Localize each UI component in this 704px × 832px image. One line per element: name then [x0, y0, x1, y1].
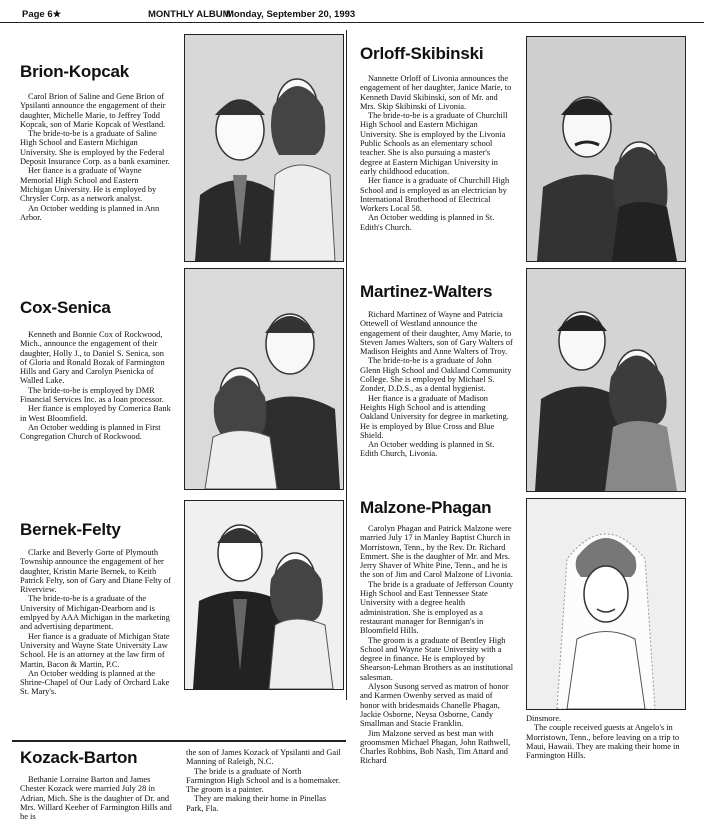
- paragraph: The bride-to-be is a graduate of the University of Michigan-Dearborn and is emlpyed by AAA Michigan in the marketing and advertising department.: [20, 594, 170, 632]
- couple-photo-illustration: [527, 269, 685, 491]
- paragraph: Carol Brion of Saline and Gene Brion of Ypsilanti announce the engagement of their daughter, Michelle Marie, to Jeffrey Todd Kopcak, son of Marie Kopcak of Westland.: [20, 92, 166, 129]
- headline-brion-kopcak: Brion-Kopcak: [20, 62, 130, 81]
- couple-photo-illustration: [185, 269, 343, 489]
- paragraph: The bride is a graduate of Jefferson County High School and East Tennessee State University with a degree health administration. She is employed as a restaurant manager for Bennigan's in Bloomfield Hills.: [360, 579, 514, 636]
- paragraph: The bride-to-be is a graduate of Churchill High School and Eastern Michigan University. She is employed by the Livonia Public Schools as an elementary school teacher. She is also pursuing a master's degree at Eastern Michigan University in early childhood education.: [360, 111, 508, 176]
- article-bernek-felty: [20, 548, 172, 697]
- section-rule: [12, 740, 346, 742]
- couple-photo-illustration: [185, 501, 343, 689]
- paragraph: the son of James Kozack of Ypsilanti and Gail Manning of Raleigh, N.C.: [186, 748, 341, 767]
- paragraph: An October wedding is planned in St. Edith Church, Livonia.: [360, 440, 495, 459]
- bride-photo: [526, 498, 686, 710]
- paragraph: Her fiance is a graduate of Churchill High School and is employed as an electrician by International Brotherhood of Electrical Workers Local 58.: [360, 176, 510, 214]
- couple-photo-illustration: [185, 35, 343, 261]
- bride-photo-illustration: [527, 499, 685, 709]
- paragraph: Her fiance is a graduate of Michigan State University and Wayne State University Law School. He is an attorney at the law firm of Martin, Bacon & Martin, P.C.: [20, 631, 170, 669]
- headline-martinez-walters: Martinez-Walters: [360, 282, 493, 301]
- paragraph: The bride-to-be is a graduate of John Glenn High School and Oakland Community College. She is employed by Michael S. Zonder, D.D.S., as a dental hygienist.: [360, 356, 512, 394]
- couple-photo: [184, 34, 344, 262]
- article-kozack-barton-col2: [186, 748, 342, 813]
- column-rule: [346, 30, 347, 700]
- couple-photo: [184, 268, 344, 490]
- article-malzone-phagan: [360, 524, 514, 766]
- paragraph: The couple received guests at Angelo's in Morristown, Tenn., before leaving on a trip to Maui, Hawaii. They are making their home in Farmington Hills.: [526, 723, 680, 761]
- paragraph: Her fiance is a graduate of Wayne Memorial High School and Eastern Michigan University. He is employed by Chrysler Corp. as a network analyst.: [20, 166, 157, 204]
- article-cox-senica: [20, 330, 172, 442]
- couple-photo-illustration: [527, 37, 685, 261]
- headline-orloff-skibinski: Orloff-Skibinski: [360, 44, 484, 63]
- article-kozack-barton: [20, 775, 172, 821]
- paragraph: The bride is a graduate of North Farmington High School and is a homemaker. The groom is a painter.: [186, 766, 341, 795]
- paragraph: They are making their home in Pinellas Park, Fla.: [186, 794, 327, 813]
- headline-malzone-phagan: Malzone-Phagan: [360, 498, 492, 517]
- paragraph: The bride-to-be is employed by DMR Financial Services Inc. as a loan processor.: [20, 385, 164, 405]
- paragraph: Nannette Orloff of Livonia announces the engagement of her daughter, Janice Marie, to Kenneth David Skibinski, son of Mr. and Mrs. Skip Skibinski of Livonia.: [360, 74, 512, 111]
- couple-photo: [184, 500, 344, 690]
- paragraph: Her fiance is a graduate of Madison Heights High School and is attending Oakland University for degree in marketing. He is employed by Blue Cross and Blue Shield.: [360, 393, 509, 440]
- paragraph: Richard Martinez of Wayne and Patricia Ottewell of Westland announce the engagement of their daughter, Amy Marie, to Steven James Walters, son of Gary Walters of Madison Heights and Anne Walters of Troy.: [360, 310, 513, 357]
- article-brion-kopcak: [20, 92, 172, 222]
- paragraph: Carolyn Phagan and Patrick Malzone were married July 17 in Manley Baptist Church in Morristown, Tenn., by the Rev. Dr. Richard Emmert. She is the daughter of Mr. and Mrs. Jerry Shaver of White Pine, Tenn., and he is the son of Jim and Carol Malzone of Livonia.: [360, 524, 513, 580]
- couple-photo: [526, 36, 686, 262]
- paragraph: Clarke and Beverly Gorte of Plymouth Township announce the engagement of her daughter, Kristin Marie Bernek, to Keith Patrick Felty, son of Gary and Diane Felty of Riverview.: [20, 548, 171, 595]
- article-martinez-walters: [360, 310, 514, 459]
- issue-date: Monday, September 20, 1993: [226, 9, 356, 20]
- paragraph: An October wedding is planned in First Congregation Church of Rockwood.: [20, 422, 161, 442]
- paragraph: Jim Malzone served as best man with groomsmen Michael Phagan, John Rathwell, Charles Robbins, Bob Nash, Tim Attard and Richard: [360, 728, 511, 766]
- masthead: [0, 8, 704, 23]
- paragraph: The bride-to-be is a graduate of Saline High School and Eastern Michigan University. She is employed by the Federal Deposit Insurance Corp. as a bank examiner.: [20, 129, 170, 167]
- headline-kozack-barton: Kozack-Barton: [20, 748, 138, 767]
- article-orloff-skibinski: [360, 74, 514, 232]
- paragraph: The groom is a graduate of Bentley High School and Wayne State University with a degree in finance. He is employed by Shearson-Lehman Brothers as an institutional salesman.: [360, 635, 514, 682]
- couple-photo: [526, 268, 686, 492]
- paragraph: Her fiance is employed by Comerica Bank in West Bloomfield.: [20, 404, 171, 423]
- paragraph: An October wedding is planned in St. Edith's Church.: [360, 213, 495, 232]
- paragraph: Dinsmore.: [526, 714, 562, 723]
- paragraph: Alyson Susong served as matron of honor and Karmen Owenby served as maid of honor with bridesmaids Chanelle Phagan, Jackie Osborne, Neysa Osborne, Candy Smallman and Stacie Franklin.: [360, 682, 509, 729]
- paragraph: An October wedding is planned in Ann Arbor.: [20, 203, 160, 222]
- headline-bernek-felty: Bernek-Felty: [20, 520, 121, 539]
- paragraph: Kenneth and Bonnie Cox of Rockwood, Mich., announce the engagement of their daughter, Holly J., to Daniel S. Senica, son of Gloria and Ronald Bozak of Farmington Hills and Gary and Carolyn Psenicka of Walled Lake.: [20, 330, 165, 386]
- page-number: Page 6★: [22, 9, 62, 20]
- article-malzone-phagan-continued: [526, 714, 684, 760]
- paragraph: An October wedding is planned at the Shrine-Chapel of Our Lady of Orchard Lake St. Mary's.: [20, 668, 170, 697]
- headline-cox-senica: Cox-Senica: [20, 298, 111, 317]
- paragraph: Bethanie Lorraine Barton and James Chester Kozack were married July 28 in Adrian, Mich. She is the daughter of Dr. and Mrs. Willard Keeber of Farmington Hills and he is: [20, 775, 172, 822]
- section-name: MONTHLY ALBUM: [148, 9, 231, 20]
